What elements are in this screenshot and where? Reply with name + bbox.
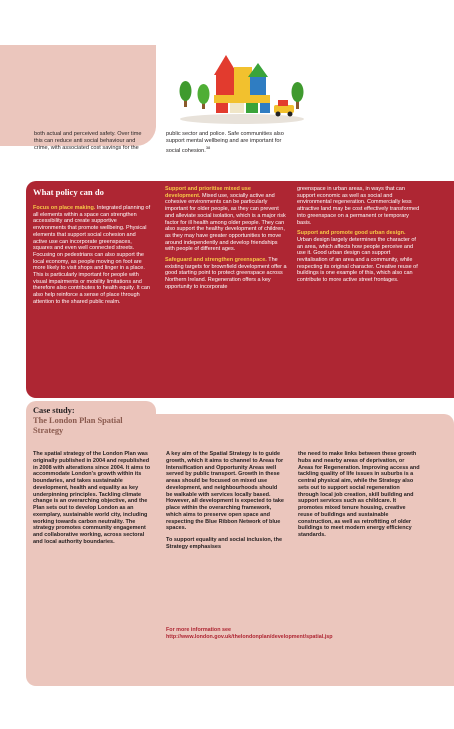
policy-item-body: Urban design largely determines the character of an area, which affects how people perceive and use it. Good urban design can support revitalisation of an area and a community, while respecting its original character. Creative reuse of buildings is one example of this, which also can contribute to more active street frontages. <box>297 236 418 284</box>
policy-item <box>297 230 421 284</box>
case-column-3 <box>298 451 420 544</box>
policy-panel <box>26 181 454 398</box>
policy-item-body: greenspace in urban areas, in ways that can support economic as well as social and environmental regeneration. Commercially less attractive land may be cost effectively transformed into greenspace on a permanent or temporary basis. <box>297 186 420 226</box>
policy-title: What policy can do <box>33 187 104 197</box>
intro-text-left: both actual and perceived safety. Over time this can reduce anti social behaviour and crime, with associated cost savings for the <box>34 131 142 151</box>
case-paragraph: the need to make links between these growth hubs and nearby areas of deprivation, or Areas for Regeneration. Improving access and tackling quality of life issues in suburbs is a central physical aim, while the Strategy also sets out to support social regeneration through local job creation, skill building and support services such as childcare. It promotes mixed tenure housing, creative reuse of buildings and sustainable construction, as well as retrofitting of older buildings to meet modern energy efficiency standards. <box>298 451 420 538</box>
policy-item-heading: Support and promote good urban design. <box>297 230 406 237</box>
policy-item-body: Mixed use, socially active and cohesive environments can be particularly important for older people, as they can prevent and alleviate social isolation, which is a major risk factor for ill health among older people. They can also support the healthy development of children, as they may have greater opportunities to move around independently and develop friendships with people of different ages. <box>165 192 286 253</box>
intro-text-middle-body: public sector and police. Safe communities also support mental wellbeing and are important for social cohesion. <box>166 131 284 154</box>
footnote-ref: 38 <box>205 144 211 150</box>
policy-item <box>33 205 151 306</box>
policy-item <box>297 186 421 226</box>
policy-item <box>165 186 287 253</box>
policy-item-heading: Support and prioritise mixed use development. <box>165 186 251 199</box>
case-column-2 <box>166 451 285 556</box>
toy-town-illustration <box>178 45 313 125</box>
intro-text-middle <box>166 131 284 154</box>
policy-column-3 <box>297 186 421 288</box>
policy-item <box>165 257 287 291</box>
case-study-label: Case study: <box>33 406 75 415</box>
more-info-label: For more information see <box>166 627 231 633</box>
case-paragraph: The spatial strategy of the London Plan was originally published in 2004 and republished in 2008 with alterations since 2004. It aims to accommodate London's growth within its boundaries, and takes sustainable development, health and equality as key underpinning principles. Tackling climate change is an overarching objective, and the Plan sets out to develop London as an exemplary, sustainable world city, including working towards carbon neutrality. The strategy promotes community engagement and collaborative working, across sectoral and local authority boundaries. <box>33 451 151 545</box>
case-study-name: The London Plan Spatial Strategy <box>33 416 123 435</box>
case-study-title <box>33 406 153 436</box>
policy-column-1 <box>33 205 151 310</box>
case-paragraph: To support equality and social inclusion, the Strategy emphasises <box>166 537 283 550</box>
policy-column-2 <box>165 186 287 295</box>
case-paragraph: A key aim of the Spatial Strategy is to guide growth, which it aims to channel to Areas for Intensification and Opportunity Areas well served by public transport. Growth in these areas should be focused on mixed use development, and neighbourhoods should be walkable with services locally based. However, all development is expected to take place within the overarching framework, which aims to preserve open space and respecting the Blue Ribbon Network of blue spaces. <box>166 451 284 532</box>
more-info <box>166 627 426 641</box>
more-info-link[interactable]: http://www.london.gov.uk/thelondonplan/development/spatial.jsp <box>166 634 333 640</box>
policy-item-heading: Focus on place making. <box>33 205 96 211</box>
policy-item-heading: Safeguard and strengthen greenspace. <box>165 257 267 264</box>
case-column-1 <box>33 451 152 551</box>
policy-item-body: Integrated planning of all elements within a space can strengthen accessibility and create supportive environments that promote wellbeing. Physical elements that support social cohesion and active use can incorporate greenspaces, squares and even well connected streets. Focusing on pedestrians can also support the local economy, as people moving on foot are more likely to visit shops and linger in a place. This is particularly important for people with visual impairments or mobility limitations and therefore also contributes to health equity. It can also help reinforce a sense of place through attention to the shared public realm. <box>33 205 151 305</box>
policy-item-body: The existing targets for brownfield development offer a good starting point to protect greenspace across Northern Ireland. Regeneration offers a key opportunity to incorporate <box>165 257 287 290</box>
